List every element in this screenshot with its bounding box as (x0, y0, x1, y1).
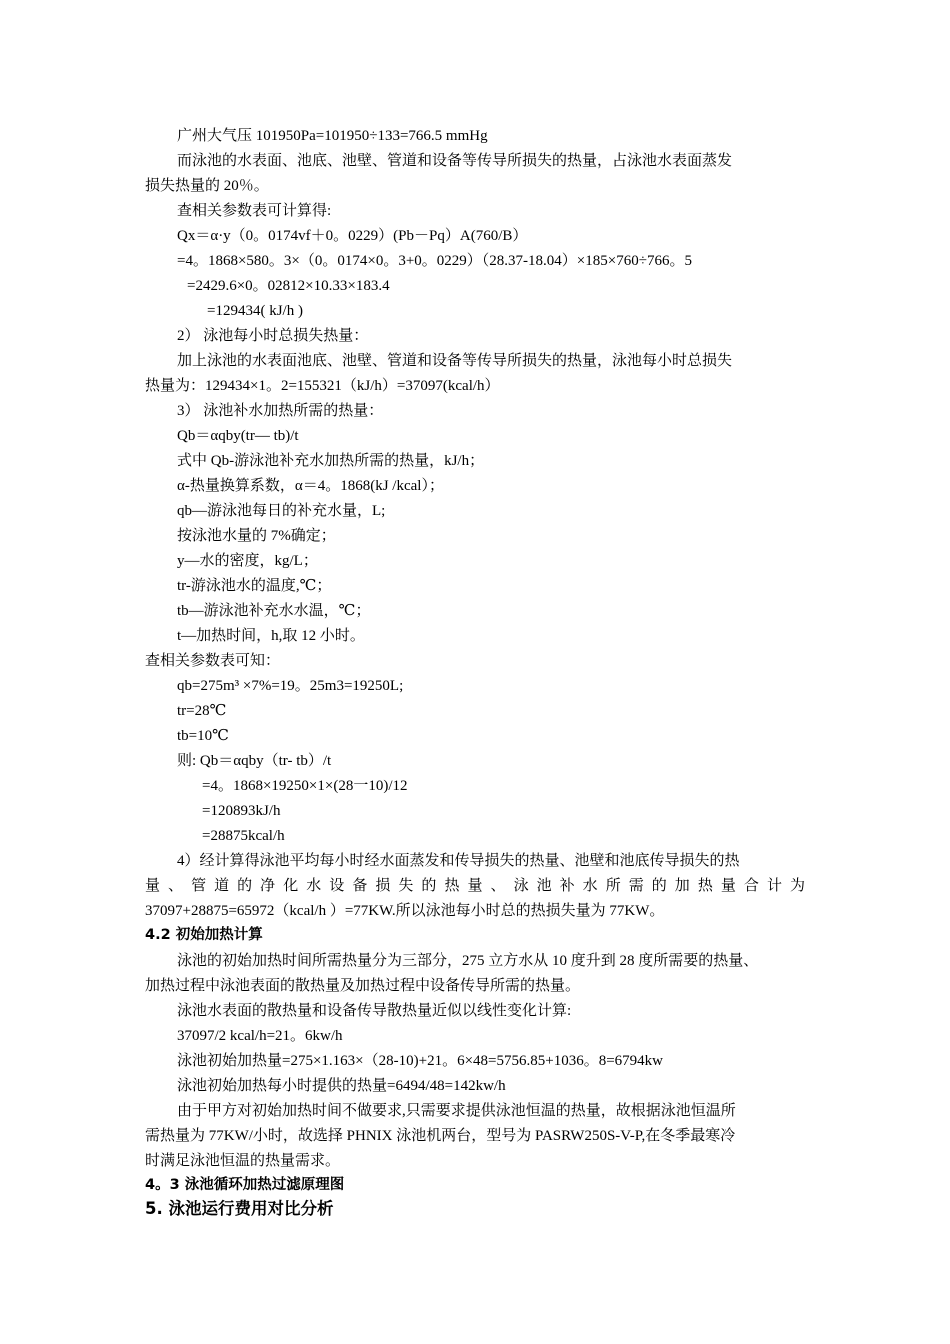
text-line: 时满足泳池恒温的热量需求。 (145, 1153, 341, 1169)
text-line: y—水的密度，kg/L； (177, 553, 318, 569)
text-line: t—加热时间，h,取 12 小时。 (177, 628, 365, 644)
formula-line: 泳池初始加热每小时提供的热量=6494/48=142kw/h (177, 1078, 506, 1094)
text-line: 泳池的初始加热时间所需热量分为三部分，275 立方水从 10 度升到 28 度所需要的热量、 (177, 953, 759, 969)
formula-line: =129434( kJ/h ) (207, 303, 303, 319)
text-line: 37097+28875=65972（kcal/h ）=77KW.所以泳池每小时总的热损失量为 77KW。 (145, 903, 665, 919)
text-line: 按泳池水量的 7%确定； (177, 528, 336, 544)
formula-line: =120893kJ/h (202, 803, 281, 819)
formula-line: tr=28℃ (177, 703, 227, 719)
section-heading: 4。3 泳池循环加热过滤原理图 (145, 1177, 345, 1193)
text-line: 泳池水表面的散热量和设备传导散热量近似以线性变化计算: (177, 1003, 572, 1019)
text-line: qb—游泳池每日的补充水量，L; (177, 503, 386, 519)
section-heading: 4.2 初始加热计算 (145, 927, 263, 943)
text-line: tr-游泳池水的温度,℃； (177, 578, 332, 594)
text-line: 式中 Qb-游泳池补充水加热所需的热量，kJ/h； (177, 453, 485, 469)
formula-line: 则: Qb＝αqby（tr- tb）/t (177, 753, 332, 769)
text-line: 热量为：129434×1。2=155321（kJ/h）=37097(kcal/h） (145, 378, 500, 394)
formula-line: 37097/2 kcal/h=21。6kw/h (177, 1028, 343, 1044)
formula-line: =4。1868×19250×1×(28一10)/12 (202, 778, 408, 794)
chapter-heading: 5. 泳池运行费用对比分析 (145, 1199, 334, 1218)
text-line: 需热量为 77KW/小时，故选择 PHNIX 泳池机两台，型号为 PASRW250S-V-P,在冬季最寒冷 (145, 1128, 736, 1144)
text-line: 而泳池的水表面、池底、池壁、管道和设备等传导所损失的热量，占泳池水表面蒸发 (177, 153, 733, 169)
text-line: 查相关参数表可知： (145, 653, 281, 669)
text-line: 2） 泳池每小时总损失热量： (177, 328, 369, 344)
text-line: 加热过程中泳池表面的散热量及加热过程中设备传导所需的热量。 (145, 978, 581, 994)
formula-line: =2429.6×0。02812×10.33×183.4 (187, 278, 390, 294)
text-line: 量、管道的净化水设备损失的热量、泳池补水所需的加热量合计为 (145, 878, 805, 894)
formula-line: =4。1868×580。3×（0。0174×0。3+0。0229）（28.37-18.04）×185×760÷766。5 (177, 253, 692, 269)
text-line: 查相关参数表可计算得: (177, 203, 332, 219)
formula-line: tb=10℃ (177, 728, 229, 744)
formula-line: Qb＝αqby(tr— tb)/t (177, 428, 299, 444)
formula-line: qb=275m³ ×7%=19。25m3=19250L; (177, 678, 404, 694)
text-line: α-热量换算系数，α＝4。1868(kJ /kcal）； (177, 478, 444, 494)
text-line: 广州大气压 101950Pa=101950÷133=766.5 mmHg (177, 128, 488, 144)
formula-line: =28875kcal/h (202, 828, 285, 844)
text-line: 由于甲方对初始加热时间不做要求,只需要求提供泳池恒温的热量，故根据泳池恒温所 (177, 1103, 736, 1119)
text-line: 4）经计算得泳池平均每小时经水面蒸发和传导损失的热量、池壁和池底传导损失的热 (177, 853, 740, 869)
text-line: tb—游泳池补充水水温，℃； (177, 603, 371, 619)
text-line: 损失热量的 20％。 (145, 178, 269, 194)
formula-line: 泳池初始加热量=275×1.163×（28-10)+21。6×48=5756.85+1036。8=6794kw (177, 1053, 663, 1069)
text-line: 3） 泳池补水加热所需的热量： (177, 403, 384, 419)
formula-line: Qx＝α·y（0。0174vf＋0。0229）(Pb－Pq）A(760/B） (177, 228, 528, 244)
text-line: 加上泳池的水表面池底、池壁、管道和设备等传导所损失的热量，泳池每小时总损失 (177, 353, 733, 369)
